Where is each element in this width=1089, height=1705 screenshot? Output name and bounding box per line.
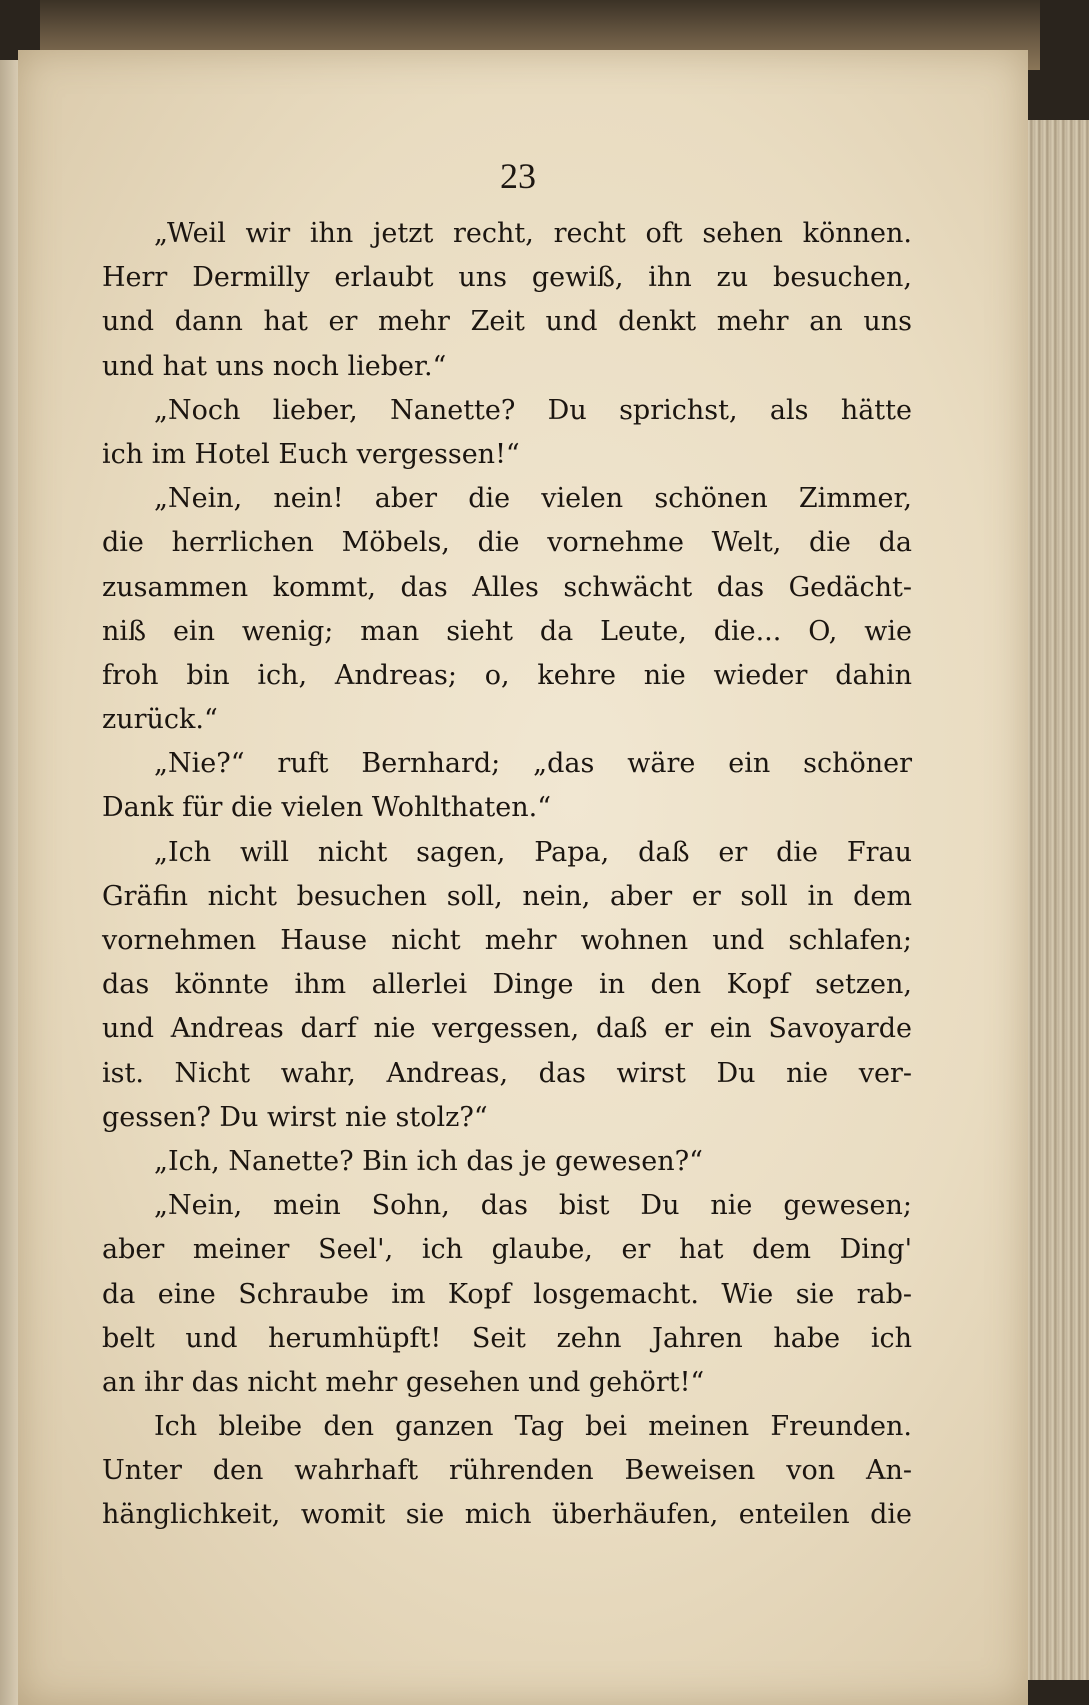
text-line: ich im Hotel Euch vergessen!“: [102, 438, 520, 470]
text-line: Unter den wahrhaft rührenden Beweisen von An-: [102, 1455, 912, 1487]
text-line: und Andreas darf nie vergessen, daß er ein Savoyarde: [102, 1013, 912, 1045]
text-line: gessen? Du wirst nie stolz?“: [102, 1101, 488, 1133]
text-line: belt und herumhüpft! Seit zehn Jahren habe ich: [102, 1322, 912, 1354]
text-line: „Nie?“ ruft Bernhard; „das wäre ein schöner: [154, 748, 912, 780]
text-line: Herr Dermilly erlaubt uns gewiß, ihn zu besuchen,: [102, 262, 912, 294]
text-line: vornehmen Hause nicht mehr wohnen und schlafen;: [102, 925, 912, 956]
text-line: „Noch lieber, Nanette? Du sprichst, als hätte: [154, 394, 912, 426]
text-line: zurück.“: [102, 704, 218, 736]
text-line: „Ich will nicht sagen, Papa, daß er die Frau: [154, 836, 912, 868]
text-line: froh bin ich, Andreas; o, kehre nie wieder dahin: [102, 659, 912, 691]
book-page: [18, 50, 1028, 1705]
text-line: „Nein, mein Sohn, das bist Du nie gewesen;: [154, 1190, 912, 1222]
text-line: „Ich, Nanette? Bin ich das je gewesen?“: [154, 1145, 703, 1177]
text-line: ist. Nicht wahr, Andreas, das wirst Du nie ver-: [102, 1057, 912, 1089]
text-line: das könnte ihm allerlei Dinge in den Kopf setzen,: [102, 969, 912, 1001]
text-line: „Nein, nein! aber die vielen schönen Zimmer,: [154, 483, 912, 515]
text-line: Ich bleibe den ganzen Tag bei meinen Freunden.: [154, 1411, 912, 1443]
text-line: hänglichkeit, womit sie mich überhäufen, enteilen die: [102, 1499, 912, 1531]
text-line: niß ein wenig; man sieht da Leute, die... O, wie: [102, 615, 912, 647]
text-line: und hat uns noch lieber.“: [102, 350, 447, 382]
text-line: da eine Schraube im Kopf losgemacht. Wie sie rab-: [102, 1278, 912, 1310]
text-line: an ihr das nicht mehr gesehen und gehört!“: [102, 1366, 705, 1398]
text-line: „Weil wir ihn jetzt recht, recht oft sehen können.: [154, 218, 912, 249]
text-line: und dann hat er mehr Zeit und denkt mehr an uns: [102, 306, 912, 338]
body-text: [102, 212, 912, 1538]
page-number: 23: [500, 156, 536, 196]
text-line: die herrlichen Möbels, die vornehme Welt, die da: [102, 527, 912, 559]
text-line: aber meiner Seel', ich glaube, er hat dem Ding': [102, 1234, 912, 1266]
text-line: zusammen kommt, das Alles schwächt das Gedächt-: [102, 571, 912, 603]
text-line: Dank für die vielen Wohlthaten.“: [102, 792, 552, 824]
text-line: Gräfin nicht besuchen soll, nein, aber er soll in dem: [102, 880, 912, 912]
